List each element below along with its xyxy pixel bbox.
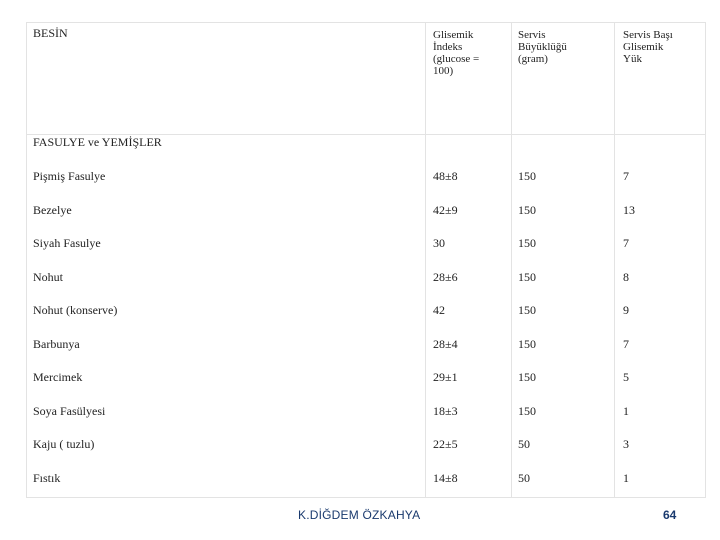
header-food: BESİN <box>33 26 68 40</box>
load-value: 1 <box>623 404 629 418</box>
gi-value: 42±9 <box>433 203 458 217</box>
load-value: 7 <box>623 337 629 351</box>
glycemic-table <box>26 22 706 498</box>
serving-value: 150 <box>518 404 536 418</box>
serving-value: 50 <box>518 437 530 451</box>
gi-value: 18±3 <box>433 404 458 418</box>
gi-value: 14±8 <box>433 471 458 485</box>
page-number: 64 <box>663 508 677 522</box>
load-value: 5 <box>623 370 629 384</box>
food-name: Nohut (konserve) <box>33 303 118 317</box>
food-name: Siyah Fasulye <box>33 236 101 250</box>
serving-value: 150 <box>518 270 536 284</box>
serving-value: 150 <box>518 203 536 217</box>
load-value: 13 <box>623 203 635 217</box>
food-name: Mercimek <box>33 370 83 384</box>
column-divider <box>511 23 512 497</box>
section-title: FASULYE ve YEMİŞLER <box>33 135 162 149</box>
gi-value: 30 <box>433 236 445 250</box>
column-divider <box>425 23 426 497</box>
column-divider <box>614 23 615 497</box>
gi-value: 29±1 <box>433 370 458 384</box>
serving-value: 150 <box>518 337 536 351</box>
serving-value: 50 <box>518 471 530 485</box>
gi-value: 28±4 <box>433 337 458 351</box>
load-value: 1 <box>623 471 629 485</box>
food-name: Kaju ( tuzlu) <box>33 437 95 451</box>
serving-value: 150 <box>518 236 536 250</box>
gi-value: 48±8 <box>433 169 458 183</box>
load-value: 3 <box>623 437 629 451</box>
gi-value: 22±5 <box>433 437 458 451</box>
food-name: Soya Fasülyesi <box>33 404 106 418</box>
gi-value: 28±6 <box>433 270 458 284</box>
gi-value: 42 <box>433 303 445 317</box>
load-value: 7 <box>623 236 629 250</box>
food-name: Barbunya <box>33 337 80 351</box>
load-value: 8 <box>623 270 629 284</box>
serving-value: 150 <box>518 370 536 384</box>
serving-value: 150 <box>518 303 536 317</box>
load-value: 7 <box>623 169 629 183</box>
food-name: Nohut <box>33 270 63 284</box>
food-name: Pişmiş Fasulye <box>33 169 106 183</box>
food-name: Bezelye <box>33 203 72 217</box>
serving-value: 150 <box>518 169 536 183</box>
food-name: Fıstık <box>33 471 61 485</box>
footer-author: K.DİĞDEM ÖZKAHYA <box>298 508 421 522</box>
load-value: 9 <box>623 303 629 317</box>
